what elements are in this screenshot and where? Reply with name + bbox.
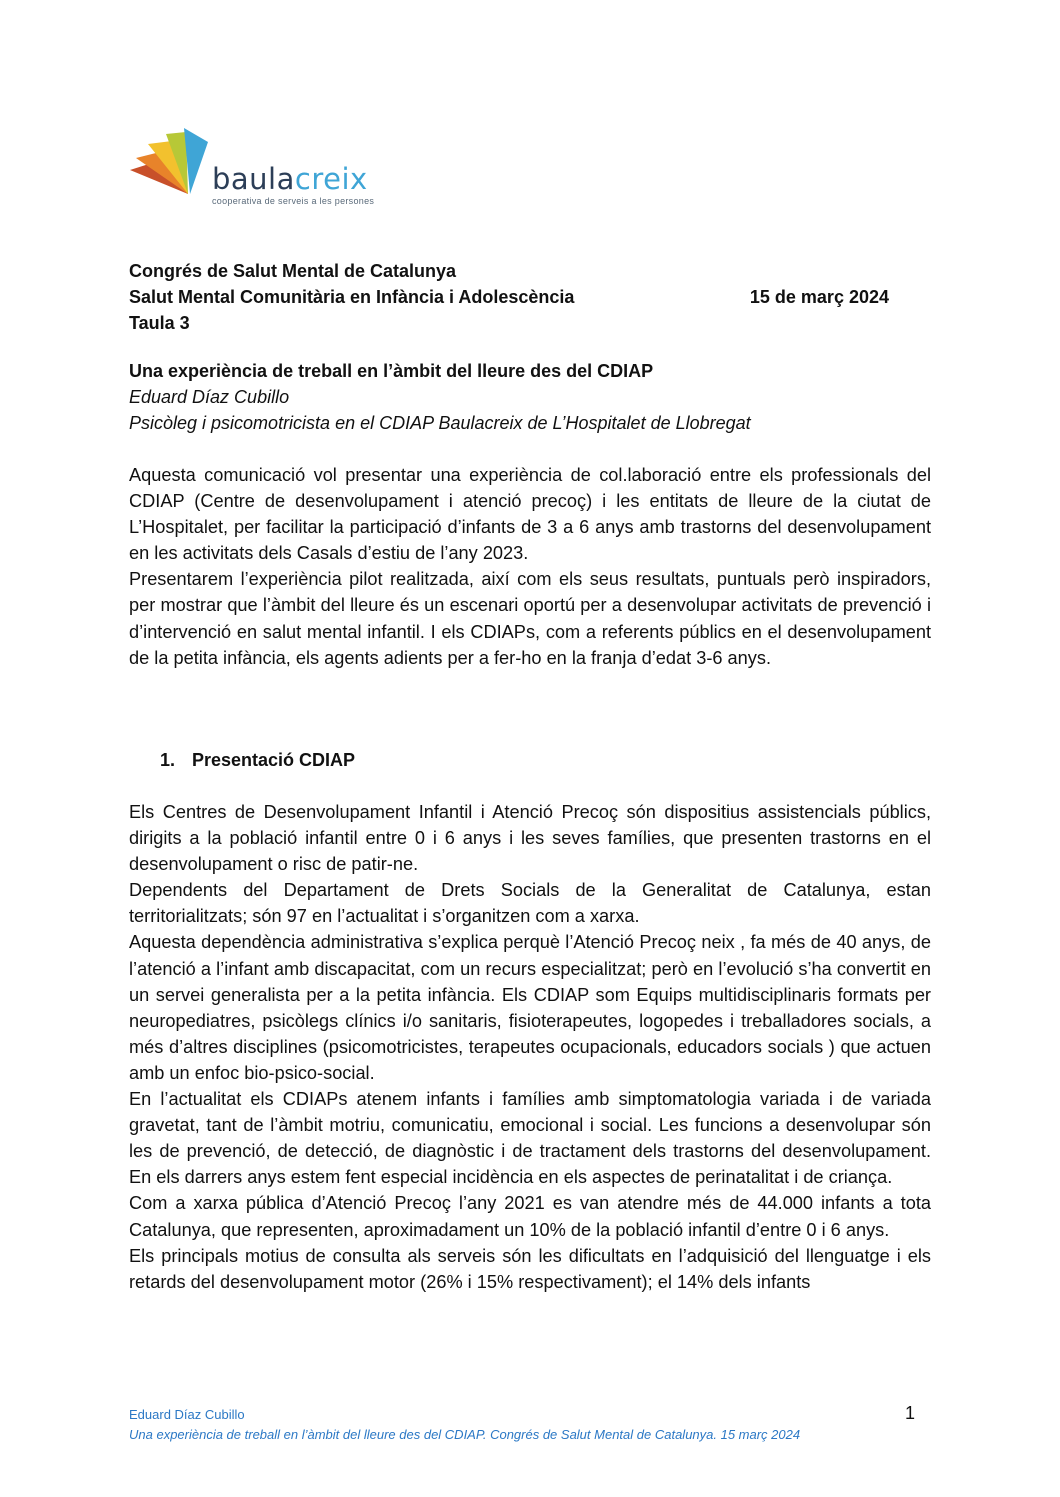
paragraph: Aquesta dependència administrativa s’explica perquè l’Atenció Precoç neix , fa més de 40 anys, de l’atenció a l’infant amb discapacitat, com un recurs especialitzat; però en l’evolució s’ha convertit en un servei generalista per a la petita infància. Els CDIAP som Equips multidisciplinaris formats per neuropediatres, psicòlegs clínics i/o sanitaris, fisioterapeutes, logopedes i treballadores socials, a més d’altres disciplines (psicomotricistes, terapeutes ocupacionals, educadors socials ) que actuen amb un enfoc bio-psico-social.	[129, 932, 931, 1083]
paragraph: Dependents del Departament de Drets Socials de la Generalitat de Catalunya, estan territorialitzats; són 97 en l’actualitat i s’organitzen com a xarxa.	[129, 880, 931, 927]
congress-title: Congrés de Salut Mental de Catalunya	[129, 261, 457, 281]
section-body	[129, 799, 931, 1295]
table-label: Taula 3	[129, 313, 190, 333]
paragraph: Presentarem l’experiència pilot realitzada, així com els seus resultats, puntuals però inspiradors, per mostrar que l’àmbit del lleure és un escenari oportú per a desenvolupar activitats de prevenció i d’intervenció en salut mental infantil. I els CDIAPs, com a referents públics en el desenvolupament de la petita infància, els agents adients per a fer-ho en la franja d’edat 3-6 anys.	[129, 569, 931, 668]
brand-tagline: cooperativa de serveis a les persones	[212, 196, 375, 206]
logo-fan-icon	[126, 126, 216, 206]
congress-date: 15 de març 2024	[749, 287, 889, 307]
paragraph: Els Centres de Desenvolupament Infantil i Atenció Precoç són dispositius assistencials públics, dirigits a la població infantil entre 0 i 6 anys i les seves famílies, que presenten trastorns en el desenvolupament o risc de patir-ne.	[129, 802, 931, 875]
document-header	[129, 258, 889, 336]
talk-info	[129, 358, 929, 436]
paragraph: En l’actualitat els CDIAPs atenem infants i famílies amb simptomatologia variada i de variada gravetat, tant de l’àmbit motriu, comunicatiu, emocional i social. Les funcions a desenvolupar són les de prevenció, de detecció, de diagnòstic i de tractament dels trastorns del desenvolupament. En els darrers anys estem fent especial incidència en els aspectes de perinatalitat i de criança.	[129, 1089, 931, 1188]
talk-author-role: Psicòleg i psicomotricista en el CDIAP Baulacreix de L’Hospitalet de Llobregat	[129, 413, 751, 433]
paragraph: Com a xarxa pública d’Atenció Precoç l’any 2021 es van atendre més de 44.000 infants a tota Catalunya, que representen, aproximadament un 10% de la població infantil d’entre 0 i 6 anys.	[129, 1193, 931, 1240]
paragraph: Aquesta comunicació vol presentar una experiència de col.laboració entre els professionals del CDIAP (Centre de desenvolupament i atenció precoç) i les entitats de lleure de la ciutat de L’Hospitalet, per facilitar la participació d’infants de 3 a 6 anys amb trastorns del desenvolupament en les activitats dels Casals d’estiu de l’any 2023.	[129, 465, 931, 564]
theme-line	[129, 284, 889, 310]
intro-text	[129, 462, 931, 671]
baulacreix-logo	[126, 126, 376, 212]
footer-citation: Una experiència de treball en l’àmbit del lleure des del CDIAP. Congrés de Salut Mental de Catalunya. 15 març 2024	[129, 1427, 801, 1442]
brand-name: baulacreix	[212, 162, 368, 196]
section-number: 1.	[160, 750, 176, 770]
talk-title: Una experiència de treball en l’àmbit del lleure des del CDIAP	[129, 361, 654, 381]
page-number: 1	[904, 1403, 915, 1423]
congress-theme: Salut Mental Comunitària en Infància i Adolescència	[129, 287, 575, 307]
footer-author: Eduard Díaz Cubillo	[129, 1407, 245, 1422]
section-title: Presentació CDIAP	[192, 750, 356, 770]
talk-author: Eduard Díaz Cubillo	[129, 387, 290, 407]
page-footer	[129, 1405, 929, 1445]
paragraph: Els principals motius de consulta als serveis són les dificultats en l’adquisició del llenguatge i els retards del desenvolupament motor (26% i 15% respectivament); el 14% dels infants	[129, 1245, 931, 1292]
section-heading	[160, 747, 355, 773]
